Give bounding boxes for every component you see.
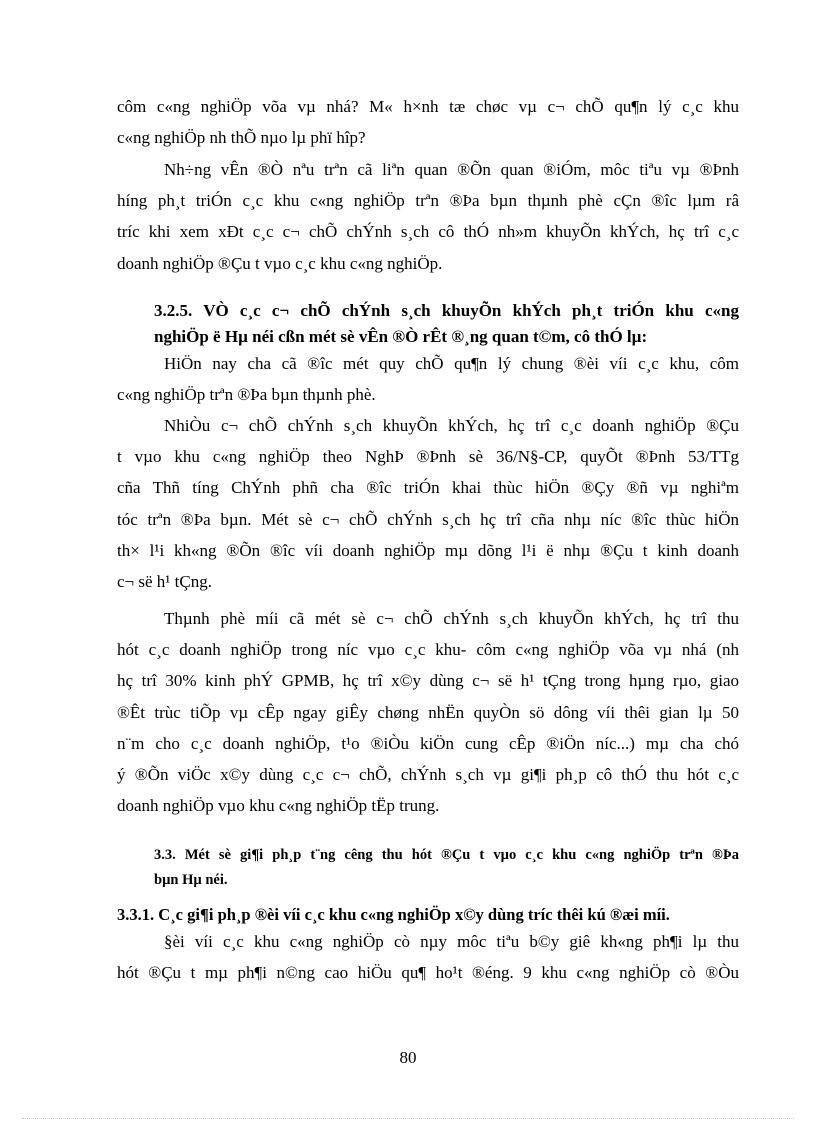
heading-line: nghiÖp ë Hµ néi cßn mét sè vÊn ®Ò rÊt ®¸ng quan t©m, cô thÓ lµ: [154, 327, 648, 346]
text-line: doanh nghiÖp ®Çu t vµo c¸c khu c«ng nghiÖp. [117, 253, 443, 273]
text-line: Thµnh phè míi cã mét sè c¬ chÕ chÝnh s¸ch khuyÕn khÝch, hç trî thu [164, 609, 739, 628]
text-line: HiÖn nay cha cã ®îc mét quy chÕ qu¶n lý chung ®èi víi c¸c khu, côm [164, 354, 739, 373]
text-line: tríc khi xem xÐt c¸c c¬ chÕ chÝnh s¸ch cô thÓ nh»m khuyÕn khÝch, hç trî c¸c [117, 222, 739, 242]
text-line: tóc trªn ®Þa bµn. Mét sè c¬ chÕ chÝnh s¸ch hç trî cña nhµ níc ®îc thùc hiÖn [117, 509, 739, 529]
paragraph-policies [117, 410, 739, 597]
section-heading-3-2-5 [117, 298, 739, 350]
text-line: ý ®Õn viÖc x©y dùng c¸c c¬ chÕ, chÝnh s¸ch vµ gi¶i ph¸p cô thÓ thu hót c¸c [117, 765, 739, 785]
heading-line: 3.3.1. C¸c gi¶i ph¸p ®èi víi c¸c khu c«ng nghiÖp x©y dùng tríc thêi kú ®æi míi. [117, 905, 670, 924]
text-line: NhiÒu c¬ chÕ chÝnh s¸ch khuyÕn khÝch, hç trî c¸c doanh nghiÖp ®Çu [164, 416, 739, 435]
paragraph-intro-continued [117, 91, 739, 153]
text-line: Nh÷ng vÊn ®Ò nªu trªn cã liªn quan ®Õn quan ®iÓm, môc tiªu vµ ®Þnh [164, 160, 739, 179]
text-line: c«ng nghiÖp trªn ®Þa bµn thµnh phè. [117, 385, 376, 405]
text-line: ®Êt trùc tiÕp vµ cÊp ngay giÊy chøng nhËn quyÒn sö dông víi thêi gian lµ 50 [117, 702, 739, 722]
text-line: côm c«ng nghiÖp võa vµ nhá? M« h×nh tæ chøc vµ c¬ chÕ qu¶n lý c¸c khu [117, 97, 739, 116]
heading-line: 3.3. Mét sè gi¶i ph¸p t¨ng cêng thu hót ®Çu t vµo c¸c khu c«ng nghiÖp trªn ®Þa [154, 847, 739, 863]
text-line: c¬ së h¹ tÇng. [117, 572, 212, 592]
paragraph-no-regulation [117, 348, 739, 410]
heading-line: 3.2.5. VÒ c¸c c¬ chÕ chÝnh s¸ch khuyÕn khÝch ph¸t triÓn khu c«ng [154, 301, 739, 320]
section-heading-3-3-1 [117, 902, 739, 928]
text-line: hót ®Çu t mµ ph¶i n©ng cao hiÖu qu¶ ho¹t ®éng. 9 khu c«ng nghiÖp cò ®Òu [117, 963, 739, 983]
page-number: 80 [399, 1048, 417, 1067]
paragraph-city-support [117, 603, 739, 821]
heading-line: bµn Hµ néi. [154, 872, 228, 888]
text-line: t vµo khu c«ng nghiÖp theo NghÞ ®Þnh sè 36/N§-CP, quyÕt ®Þnh 53/TTg [117, 447, 739, 467]
text-line: c«ng nghiÖp nh thÕ nµo lµ phï hîp? [117, 128, 366, 148]
text-line: hót c¸c doanh nghiÖp trong níc vµo c¸c khu- côm c«ng nghiÖp võa vµ nhá (nh [117, 640, 739, 660]
text-line: cña Thñ tíng ChÝnh phñ cha ®îc triÓn khai thùc hiÖn ®Çy ®ñ vµ nghiªm [117, 478, 739, 498]
text-line: n¨m cho c¸c doanh nghiÖp, t¹o ®iÒu kiÖn cung cÊp ®iÖn níc...) mµ cha chó [117, 733, 739, 753]
text-line: doanh nghiÖp vµo khu c«ng nghiÖp tËp trung. [117, 796, 440, 816]
paragraph-old-zones [117, 926, 739, 988]
text-line: §èi víi c¸c khu c«ng nghiÖp cò nµy môc tiªu b©y giê kh«ng ph¶i lµ thu [164, 932, 739, 951]
text-line: híng ph¸t triÓn c¸c khu c«ng nghiÖp trªn ®Þa bµn thµnh phè cÇn ®îc lµm râ [117, 191, 739, 211]
text-line: th× l¹i kh«ng ®Õn ®îc víi doanh nghiÖp mµ dõng l¹i ë nhµ ®Çu t kinh doanh [117, 540, 739, 560]
section-heading-3-3 [117, 843, 739, 893]
text-line: hç trî 30% kinh phÝ GPMB, hç trî x©y dùng c¬ së h¹ tÇng trong hµng rµo, giao [117, 671, 739, 691]
footer-divider [22, 1118, 794, 1119]
paragraph-issues [117, 154, 739, 279]
